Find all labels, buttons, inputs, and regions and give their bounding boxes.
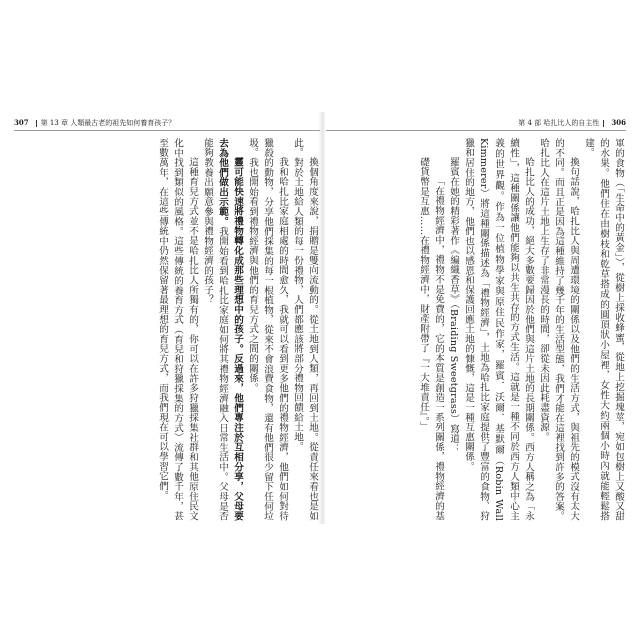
left-page-header [14, 116, 320, 131]
left-page-body [14, 138, 320, 521]
left-page-number: 307 [14, 118, 29, 127]
paragraph-text: 我開始看到哈扎比家庭如何將其禮物經濟融入日常生活中。父母是否能夠教養出願意參與禮物經濟的孩子？ [202, 138, 228, 521]
right-page-number: 306 [611, 118, 626, 127]
bold-phrase: 父母要去為他們做出示範。 [217, 138, 243, 521]
paragraph: 我和哈扎比家庭相處的時間愈久，我就可以看到更多他們的禮物經濟，他們如何對待獵殺的動物，分享他們採集的每一根植物，從來不會浪費食物，還有他們很少留下任何垃圾。我也開始看到禮物經濟與他們的育兒方式之間的關係。 [247, 138, 288, 521]
quote-intro: 羅賓在她的精彩著作《編織香草》（Braiding Sweetgrass）寫道： [448, 157, 459, 454]
part-title: 哈扎比人的自主性 [543, 119, 600, 127]
block-quote: 「在禮物經濟中，禮物不是免費的，它的本質是創造一系列關係，禮物經濟的基礎貨幣是互惠……在禮物經濟中，財產附帶了『一大堆責任』。」 [418, 157, 444, 521]
paragraph: 哈扎比人的成功，絕大多數要歸因於他們與這片土地的長期關係。西方人稱之為「永續性」，這種關係讓他們能夠以共生共存的方式生活。這就是一種不同於西方人類中心主義的世界觀。作為一位植物學家與原住民作家，羅賓．沃爾．基默爾（Robin Wall Kimmerer）將這種關係描述為「禮物經濟」，土地為哈扎比家庭提供了豐富的食物、狩獵和居住的地方，他們也以感恩和保護回應土地的慷慨，這是一種互惠關係。 [463, 138, 534, 521]
right-page-body [326, 138, 626, 521]
paragraph: 換個角度來說，捐贈是雙向流動的。從土地到人類，再回到土地。從責任來看也是如此。對於土地給人類的每一份禮物，人們都應該將部分禮物回饋給土地。 [292, 138, 318, 521]
chapter-title: 人類最古老的祖先如何養育孩子？ [70, 119, 176, 127]
header-divider [603, 120, 604, 127]
paragraph: 這種育兒方式並不是哈扎比人所獨有的，你可以在許多狩獵採集社群和其他原住民文化中找到類似的風格。這些傳統的養育方式（育兒和狩獵採集的方式）流傳了數千年，甚至數萬年，在這些傳統中仍然保留著最理想的育兒方式，而我們現在可以學習它們。 [157, 138, 198, 521]
part-label: 第 4 部 [518, 119, 542, 127]
right-page-header [326, 116, 626, 131]
header-divider [36, 120, 37, 127]
paragraph [200, 138, 245, 521]
paragraph: 換句話說，哈扎比人與周遭環境的關係以及他們的生活方式，與祖先的模式沒有太大的不同。而且正是因為這種維持了幾千年的生活型態，我們才能在這裡找到許多的答案。哈扎比人在這片土地上生存了非常漫長的時間，卻從未因此耗盡資源。 [538, 138, 579, 521]
right-page [326, 116, 626, 521]
paragraph: 軍的食物（「生命中的黃金」），從樹上採收蜂蜜，從地上挖掘塊莖，宛如包樹上又酸又甜的水果。他們住在由樹枝和乾草搭成的圓頂狀小屋裡，女性大約兩個小時內就能輕鬆搭建。 [583, 138, 624, 521]
bold-phrase: 靈可能快速將禮物轉化成那些理想中的孩子。反過來，他們專注於互相分享， [232, 157, 243, 492]
left-page [14, 116, 320, 521]
chapter-label: 第 13 章 [40, 119, 68, 127]
